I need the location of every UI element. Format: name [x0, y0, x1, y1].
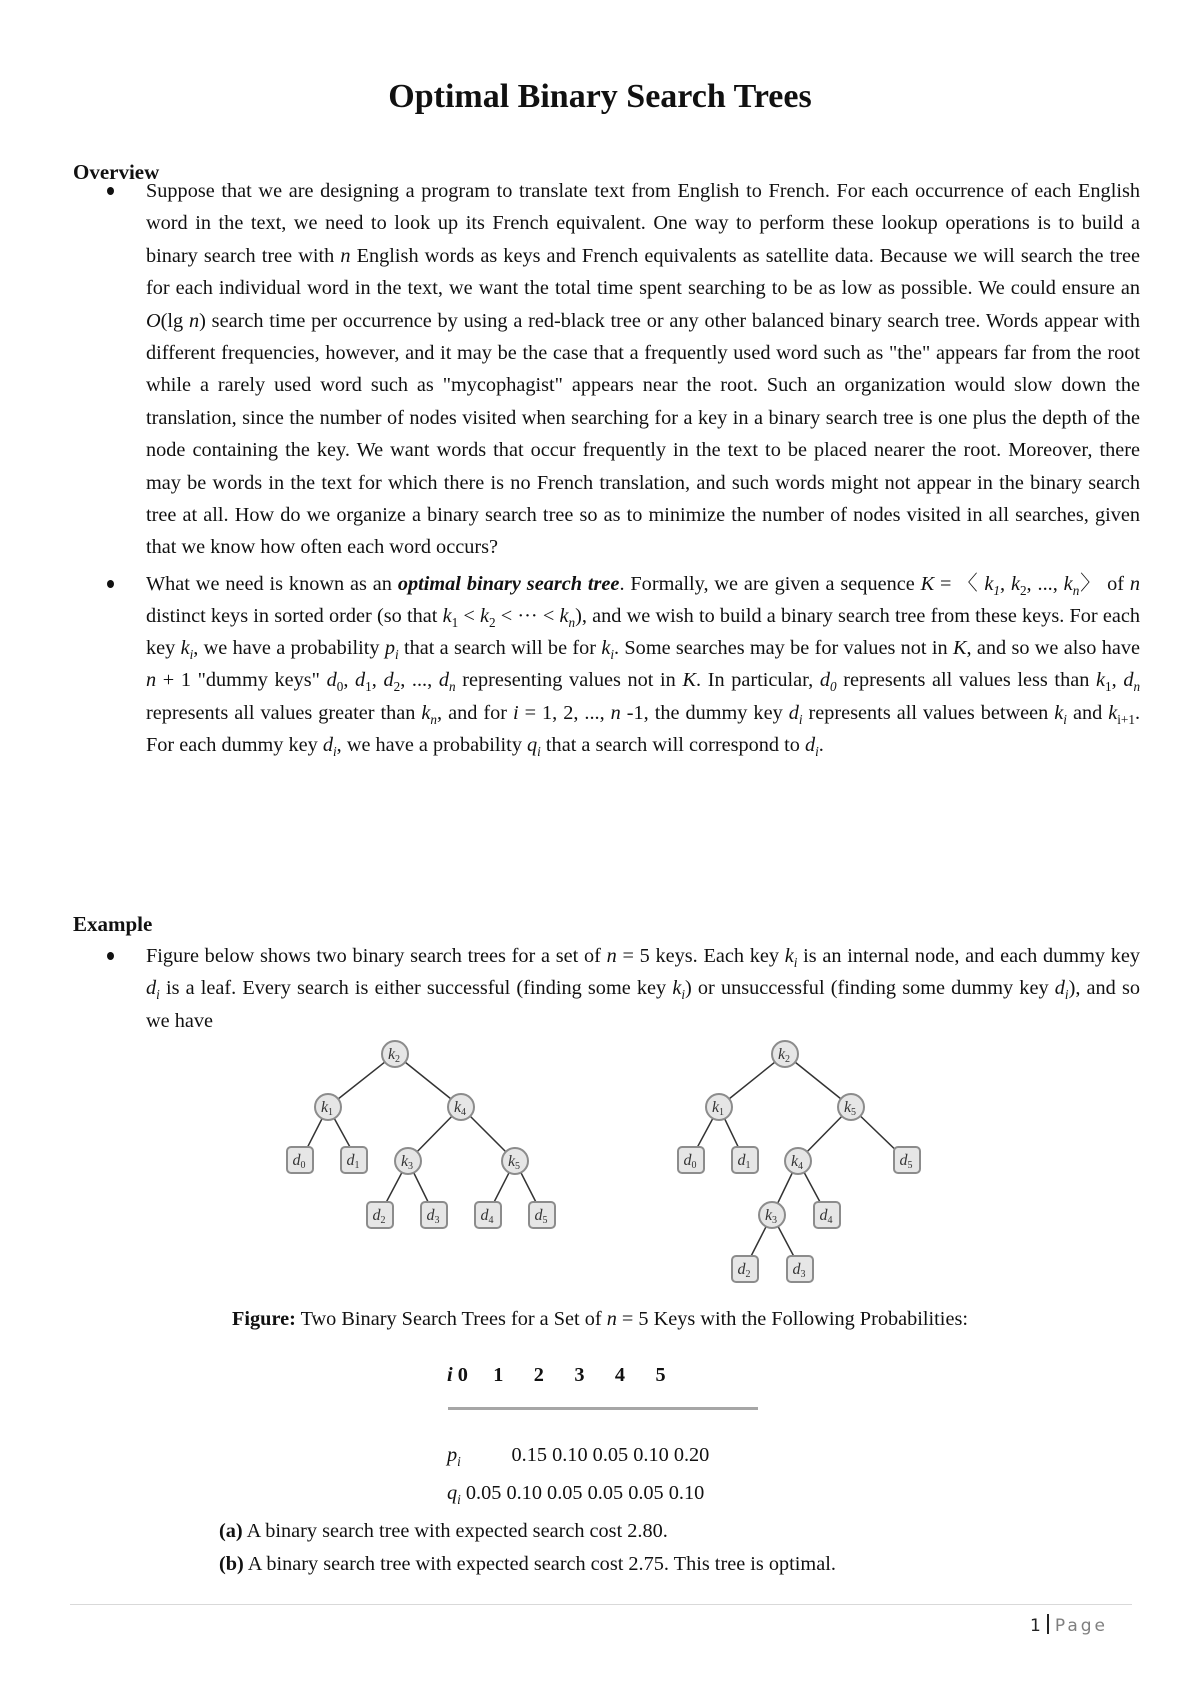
footer-divider	[70, 1604, 1132, 1605]
svg-text:d5: d5	[899, 1152, 913, 1171]
svg-text:k2: k2	[387, 1046, 401, 1065]
svg-text:d4: d4	[480, 1207, 494, 1226]
svg-text:d2: d2	[737, 1261, 751, 1280]
svg-text:d0: d0	[292, 1152, 306, 1171]
svg-text:k4: k4	[453, 1099, 467, 1118]
tree-b-figure	[670, 1040, 950, 1300]
example-list	[73, 940, 1140, 1037]
subcaption-a: (a) A binary search tree with expected search cost 2.80.	[219, 1520, 668, 1542]
svg-text:d0: d0	[683, 1152, 697, 1171]
example-bullet: Figure below shows two binary search trees for a set of n = 5 keys. Each key $k_i$ is an internal node, and each dummy key $d_i$ is a leaf. Every search is either successful (finding some key $k_i$) or unsuccessful (finding some dummy key $d_i$), and so we have	[73, 940, 1140, 1037]
bullet-icon	[107, 580, 114, 588]
svg-text:d3: d3	[792, 1261, 806, 1280]
page-footer	[1030, 1614, 1108, 1636]
svg-text:k1: k1	[320, 1099, 334, 1118]
svg-text:k4: k4	[790, 1153, 804, 1172]
subcaption-b: (b) A binary search tree with expected search cost 2.75. This tree is optimal.	[219, 1553, 836, 1575]
page-label: Page	[1054, 1616, 1108, 1636]
svg-text:k3: k3	[400, 1153, 414, 1172]
tree-a-figure	[270, 1040, 590, 1250]
svg-text:k3: k3	[764, 1207, 778, 1226]
figure-caption: Figure: Two Binary Search Trees for a Set of n = 5 Keys with the Following Probabilities:	[232, 1308, 968, 1330]
table-divider	[448, 1407, 758, 1410]
overview-list	[73, 175, 1140, 761]
svg-text:d4: d4	[819, 1207, 833, 1226]
bullet-icon	[107, 187, 114, 195]
svg-text:d2: d2	[372, 1207, 386, 1226]
svg-text:k5: k5	[843, 1099, 857, 1118]
svg-text:k1: k1	[711, 1099, 725, 1118]
prob-table-header: i 0 1 2 3 4 5	[447, 1364, 666, 1386]
prob-row-q: $q_i$ 0.05 0.10 0.05 0.05 0.05 0.10	[447, 1482, 705, 1508]
page-title: Optimal Binary Search Trees	[388, 78, 812, 115]
svg-text:d1: d1	[737, 1152, 751, 1171]
svg-text:k2: k2	[777, 1046, 791, 1065]
overview-heading: Overview	[73, 160, 160, 184]
example-heading: Example	[73, 912, 153, 936]
svg-text:d1: d1	[346, 1152, 360, 1171]
svg-text:k5: k5	[507, 1153, 521, 1172]
overview-bullet-1: Suppose that we are designing a program to translate text from English to French. For each occurrence of each English word in the text, we need to look up its French equivalent. One way to perform these lookup operations is to build a binary search tree with n English words as keys and French equivalents as satellite data. Because we will search the tree for each individual word in the text, we want the total time spent searching to be as low as possible. We could ensure an O(lg n) search time per occurrence by using a red-black tree or any other balanced binary search tree. Words appear with different frequencies, however, and it may be the case that a frequently used word such as "the" appears far from the root while a rarely used word such as "mycophagist" appears near the root. Such an organization would slow down the translation, since the number of nodes visited when searching for a key in a binary search tree is one plus the depth of the node containing the key. We want words that occur frequently in the text to be placed nearer the root. Moreover, there may be words in the text for which there is no French translation, and such words might not appear in the binary search tree at all. How do we organize a binary search tree so as to minimize the number of nodes visited in all searches, given that we know how often each word occurs?	[73, 175, 1140, 564]
footer-separator	[1047, 1614, 1049, 1634]
svg-text:d3: d3	[426, 1207, 440, 1226]
svg-text:d5: d5	[534, 1207, 548, 1226]
bullet-icon	[107, 952, 114, 960]
page-number: 1	[1030, 1616, 1041, 1636]
prob-row-p: $p_i$ 0.15 0.10 0.05 0.10 0.20	[447, 1444, 710, 1470]
emphasis-term: optimal binary search tree	[397, 572, 620, 595]
overview-bullet-2: What we need is known as an optimal binary search tree. Formally, we are given a sequence K = 〈 $k_1$, $k_2$, ..., $k_n$〉 of n distinct keys in sorted order (so that $k_1 < k_2$ < ··· < $k_n$), and we wish to build a binary search tree from these keys. For each key $k_i$, we have a probability $p_i$ that a search will be for $k_i$. Some searches may be for values not in K, and so we also have n + 1 "dummy keys" $d_0$, $d_1$, $d_2$, ..., $d_n$ representing values not in K. In particular, $d_0$ represents all values less than $k_1$, $d_n$ represents all values greater than $k_n$, and for i = 1, 2, ..., n -1, the dummy key $d_i$ represents all values between $k_i$ and $k_{i+1}$. For each dummy key $d_i$, we have a probability $q_i$ that a search will correspond to $d_i$.	[73, 568, 1140, 761]
